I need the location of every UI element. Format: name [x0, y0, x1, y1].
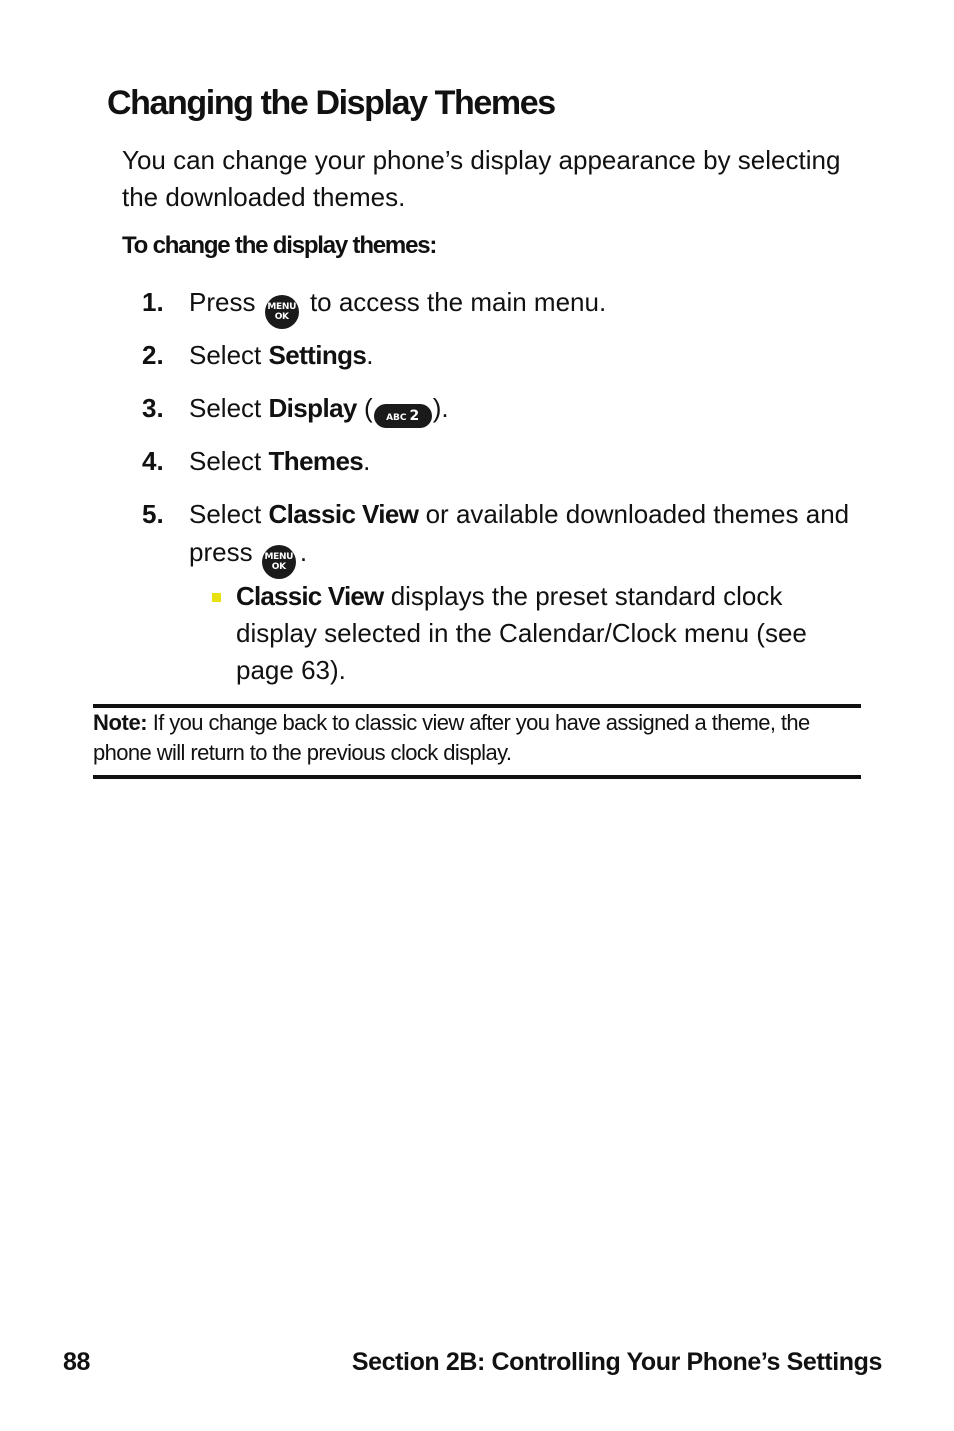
- step-number: 1.: [142, 287, 164, 317]
- abc2-key-icon: ABC 2: [374, 404, 432, 428]
- menu-option-classic-view: Classic View: [268, 499, 419, 529]
- menu-option-themes: Themes: [268, 446, 364, 476]
- step-text: Select Display ( ABC 2 ).: [189, 389, 882, 428]
- step-number: 5.: [142, 499, 164, 529]
- menu-option-settings: Settings: [268, 340, 367, 370]
- step-text: Select Themes.: [189, 446, 371, 476]
- step-text: Select Settings.: [189, 340, 374, 370]
- step-text: Select Classic View or available downloaded themes and press MENU OK .: [189, 495, 882, 579]
- note-text: Note: If you change back to classic view after you have assigned a theme, the phone will return to the previous clock display.: [93, 710, 810, 765]
- bullet-text: Classic View displays the preset standard clock display selected in the Calendar/Clock menu (see page 63).: [236, 581, 807, 685]
- section-footer: Section 2B: Controlling Your Phone’s Settings: [351, 1348, 882, 1376]
- step-text: Press MENU OK to access the main menu.: [189, 283, 882, 329]
- step-number: 3.: [142, 393, 164, 423]
- procedure-subheading: To change the display themes:: [122, 232, 437, 259]
- menu-option-display: Display: [268, 393, 357, 423]
- step-number: 4.: [142, 446, 164, 476]
- page-number: 88: [63, 1348, 91, 1376]
- bullet-square-icon: [212, 593, 221, 602]
- menu-ok-key-icon: MENU OK: [265, 295, 299, 329]
- step-number: 2.: [142, 340, 164, 370]
- intro-paragraph: You can change your phone’s display appearance by selecting the downloaded themes.: [122, 145, 841, 212]
- note-label: Note:: [93, 710, 148, 735]
- note-bottom-rule: [93, 775, 861, 779]
- page-title: Changing the Display Themes: [107, 84, 555, 122]
- menu-ok-key-icon: MENU OK: [262, 545, 296, 579]
